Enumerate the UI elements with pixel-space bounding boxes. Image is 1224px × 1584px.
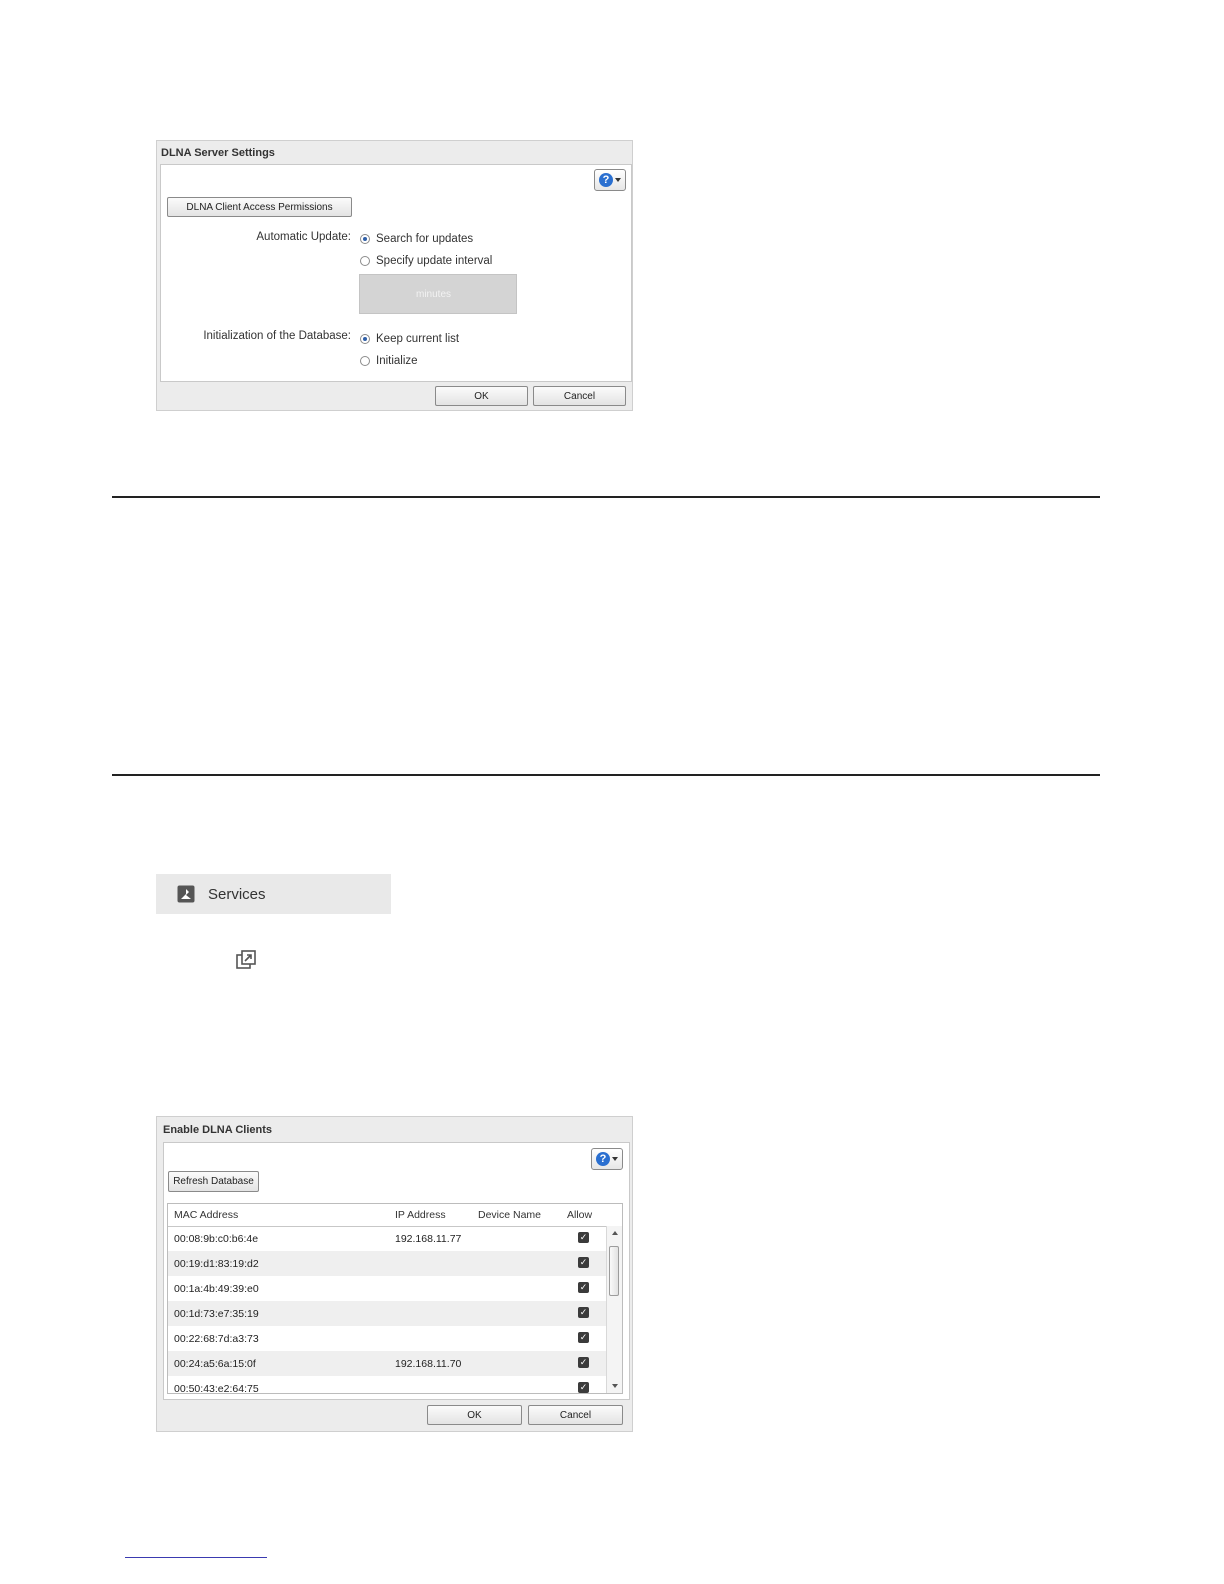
allow-checkbox[interactable]: ✓ [579,1282,588,1292]
chevron-down-icon [612,1157,618,1161]
divider [112,774,1100,776]
mac-address-cell: 00:08:9b:c0:b6:4e [174,1232,259,1245]
services-icon [177,885,195,903]
dialog-title: DLNA Server Settings [161,147,275,159]
mac-address-cell: 00:1d:73:e7:35:19 [174,1307,259,1320]
automatic-update-label: Automatic Update: [256,231,351,243]
mac-address-cell: 00:1a:4b:49:39:e0 [174,1282,259,1295]
ip-address-cell: 192.168.11.77 [395,1232,462,1245]
interval-unit: minutes [416,289,452,300]
divider [112,496,1100,498]
help-icon: ? [596,1152,610,1166]
allow-checkbox[interactable]: ✓ [579,1257,588,1267]
mac-address-cell: 00:19:d1:83:19:d2 [174,1257,259,1270]
cancel-button[interactable]: Cancel [533,386,626,406]
radio-keep-current-list[interactable] [360,333,459,345]
column-header-mac[interactable]: MAC Address [174,1209,239,1221]
footer-link-underline [125,1557,267,1558]
mac-address-cell: 00:50:43:e2:64:75 [174,1382,259,1394]
radio-button[interactable] [360,256,370,266]
update-interval-field [359,274,517,314]
dlna-clients-table[interactable] [167,1203,623,1394]
table-row[interactable] [168,1376,606,1394]
table-row[interactable] [168,1301,606,1326]
expand-icon [236,950,256,970]
cancel-button[interactable]: Cancel [528,1405,623,1425]
radio-label: Initialize [376,355,418,367]
help-icon: ? [599,173,613,187]
column-header-ip[interactable]: IP Address [395,1209,446,1221]
radio-search-for-updates[interactable] [360,233,473,245]
scroll-up-arrow[interactable] [612,1231,618,1235]
allow-checkbox[interactable]: ✓ [579,1307,588,1317]
dialog-body [160,164,632,382]
dialog-title: Enable DLNA Clients [163,1124,272,1136]
radio-button[interactable] [360,356,370,366]
ok-button[interactable]: OK [427,1405,522,1425]
dlna-server-settings-dialog [156,140,633,411]
refresh-database-button[interactable]: Refresh Database [168,1171,259,1192]
scrollbar-thumb[interactable] [609,1246,619,1296]
table-row[interactable] [168,1351,606,1376]
table-row[interactable] [168,1276,606,1301]
initialization-label: Initialization of the Database: [203,330,351,342]
scroll-down-arrow[interactable] [612,1384,618,1388]
help-button[interactable] [594,169,626,191]
table-row[interactable] [168,1226,606,1251]
ok-button[interactable]: OK [435,386,528,406]
ip-address-cell: 192.168.11.70 [395,1357,462,1370]
mac-address-cell: 00:22:68:7d:a3:73 [174,1332,259,1345]
radio-button[interactable] [360,334,370,344]
allow-checkbox[interactable]: ✓ [579,1332,588,1342]
radio-label: Keep current list [376,333,460,345]
table-row[interactable] [168,1251,606,1276]
table-row[interactable] [168,1326,606,1351]
allow-checkbox[interactable]: ✓ [579,1382,588,1392]
allow-checkbox[interactable]: ✓ [579,1232,588,1242]
scrollbar[interactable] [606,1226,622,1393]
column-header-device-name[interactable]: Device Name [478,1209,542,1221]
chevron-down-icon [615,178,621,182]
allow-checkbox[interactable]: ✓ [579,1357,588,1367]
mac-address-cell: 00:24:a5:6a:15:0f [174,1357,256,1370]
client-access-permissions-button[interactable]: DLNA Client Access Permissions [167,197,352,217]
services-label: Services [208,886,266,903]
radio-initialize[interactable] [360,355,418,367]
radio-label: Specify update interval [376,255,493,267]
column-header-allow[interactable]: Allow [567,1209,593,1221]
services-menu-item[interactable] [156,874,391,914]
radio-label: Search for updates [376,233,474,245]
radio-button[interactable] [360,234,370,244]
help-button[interactable] [591,1148,623,1170]
radio-specify-update-interval[interactable] [360,255,492,267]
